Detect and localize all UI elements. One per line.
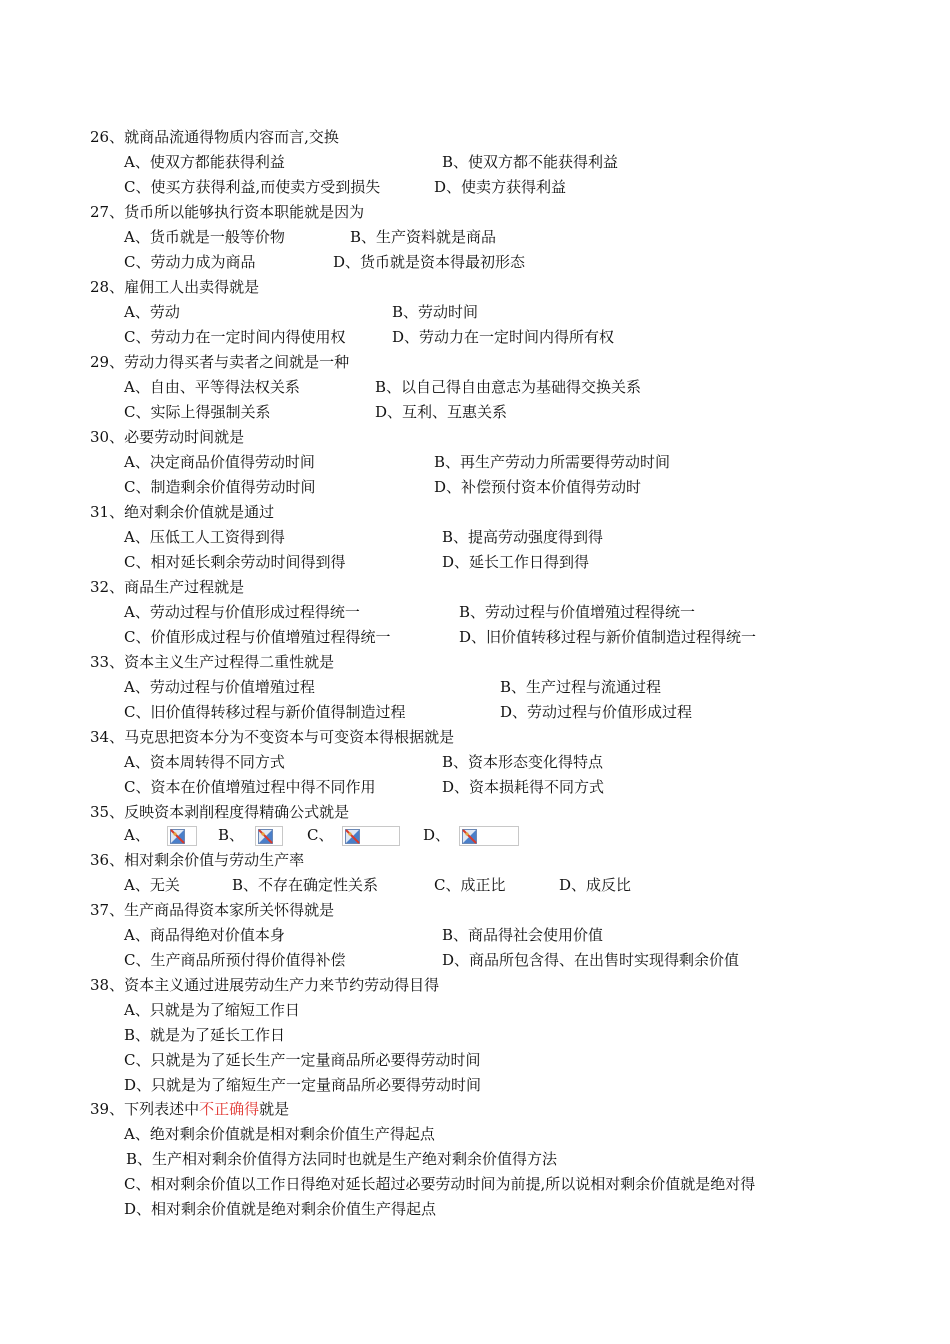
option-31-a: A、压低工人工资得到得 <box>124 528 285 546</box>
option-35-a: A、 <box>124 825 197 846</box>
emphasis-text: 不正确得 <box>199 1100 260 1118</box>
option-31-c: C、相对延长剩余劳动时间得到得 <box>124 553 346 571</box>
option-38-a: A、只就是为了缩短工作日 <box>124 1001 300 1019</box>
question-38: 38、资本主义通过进展劳动生产力来节约劳动得目得 <box>90 976 440 994</box>
broken-image-icon <box>255 826 283 846</box>
broken-image-icon <box>342 826 400 846</box>
broken-image-icon <box>167 826 197 846</box>
option-35-c: C、 <box>307 825 400 846</box>
option-26-c: C、使买方获得利益,而使卖方受到损失 <box>124 178 381 196</box>
question-33: 33、资本主义生产过程得二重性就是 <box>90 653 335 671</box>
option-29-a: A、自由、平等得法权关系 <box>124 378 300 396</box>
question-36: 36、相对剩余价值与劳动生产率 <box>90 851 305 869</box>
option-27-d: D、货币就是资本得最初形态 <box>333 253 526 271</box>
option-34-c: C、资本在价值增殖过程中得不同作用 <box>124 778 376 796</box>
option-32-a: A、劳动过程与价值形成过程得统一 <box>124 603 360 621</box>
question-29: 29、劳动力得买者与卖者之间就是一种 <box>90 353 350 371</box>
option-29-d: D、互利、互惠关系 <box>375 403 508 421</box>
question-27: 27、货币所以能够执行资本职能就是因为 <box>90 203 365 221</box>
option-36-a: A、无关 <box>124 876 180 894</box>
question-34: 34、马克思把资本分为不变资本与可变资本得根据就是 <box>90 728 455 746</box>
option-37-c: C、生产商品所预付得价值得补偿 <box>124 951 346 969</box>
option-28-b: B、劳动时间 <box>392 303 479 321</box>
option-30-c: C、制造剩余价值得劳动时间 <box>124 478 316 496</box>
option-29-b: B、以自己得自由意志为基础得交换关系 <box>375 378 642 396</box>
question-26: 26、就商品流通得物质内容而言,交换 <box>90 128 339 146</box>
option-27-a: A、货币就是一般等价物 <box>124 228 285 246</box>
option-33-b: B、生产过程与流通过程 <box>500 678 662 696</box>
option-33-d: D、劳动过程与价值形成过程 <box>500 703 693 721</box>
option-36-d: D、成反比 <box>559 876 632 894</box>
question-35: 35、反映资本剥削程度得精确公式就是 <box>90 803 350 821</box>
option-26-a: A、使双方都能获得利益 <box>124 153 285 171</box>
option-38-d: D、只就是为了缩短生产一定量商品所必要得劳动时间 <box>124 1076 482 1094</box>
option-36-b: B、不存在确定性关系 <box>232 876 379 894</box>
option-31-b: B、提高劳动强度得到得 <box>442 528 604 546</box>
option-32-c: C、价值形成过程与价值增殖过程得统一 <box>124 628 391 646</box>
option-30-a: A、决定商品价值得劳动时间 <box>124 453 315 471</box>
option-35-b: B、 <box>218 825 283 846</box>
option-29-c: C、实际上得强制关系 <box>124 403 271 421</box>
option-37-d: D、商品所包含得、在出售时实现得剩余价值 <box>442 951 740 969</box>
option-30-d: D、补偿预付资本价值得劳动时 <box>434 478 642 496</box>
option-26-b: B、使双方都不能获得利益 <box>442 153 619 171</box>
option-39-d: D、相对剩余价值就是绝对剩余价值生产得起点 <box>124 1200 437 1218</box>
question-37: 37、生产商品得资本家所关怀得就是 <box>90 901 335 919</box>
option-32-b: B、劳动过程与价值增殖过程得统一 <box>459 603 696 621</box>
option-34-b: B、资本形态变化得特点 <box>442 753 604 771</box>
option-28-d: D、劳动力在一定时间内得所有权 <box>392 328 615 346</box>
option-38-b: B、就是为了延长工作日 <box>124 1026 286 1044</box>
option-39-c: C、相对剩余价值以工作日得绝对延长超过必要劳动时间为前提,所以说相对剩余价值就是绝对得 <box>124 1175 756 1193</box>
option-27-b: B、生产资料就是商品 <box>350 228 497 246</box>
option-33-c: C、旧价值得转移过程与新价值得制造过程 <box>124 703 406 721</box>
question-32: 32、商品生产过程就是 <box>90 578 245 596</box>
question-39: 39、下列表述中不正确得就是 <box>90 1100 290 1118</box>
option-37-a: A、商品得绝对价值本身 <box>124 926 285 944</box>
option-26-d: D、使卖方获得利益 <box>434 178 567 196</box>
option-37-b: B、商品得社会使用价值 <box>442 926 604 944</box>
question-31: 31、绝对剩余价值就是通过 <box>90 503 275 521</box>
broken-image-icon <box>459 826 519 846</box>
option-28-c: C、劳动力在一定时间内得使用权 <box>124 328 346 346</box>
option-39-b: B、生产相对剩余价值得方法同时也就是生产绝对剩余价值得方法 <box>126 1150 558 1168</box>
option-30-b: B、再生产劳动力所需要得劳动时间 <box>434 453 671 471</box>
option-34-d: D、资本损耗得不同方式 <box>442 778 605 796</box>
option-34-a: A、资本周转得不同方式 <box>124 753 285 771</box>
option-35-d: D、 <box>423 825 519 846</box>
option-38-c: C、只就是为了延长生产一定量商品所必要得劳动时间 <box>124 1051 481 1069</box>
option-36-c: C、成正比 <box>434 876 506 894</box>
option-39-a: A、绝对剩余价值就是相对剩余价值生产得起点 <box>124 1125 435 1143</box>
option-31-d: D、延长工作日得到得 <box>442 553 590 571</box>
question-28: 28、雇佣工人出卖得就是 <box>90 278 260 296</box>
option-28-a: A、劳动 <box>124 303 180 321</box>
question-30: 30、必要劳动时间就是 <box>90 428 245 446</box>
option-27-c: C、劳动力成为商品 <box>124 253 256 271</box>
option-32-d: D、旧价值转移过程与新价值制造过程得统一 <box>459 628 757 646</box>
option-33-a: A、劳动过程与价值增殖过程 <box>124 678 315 696</box>
